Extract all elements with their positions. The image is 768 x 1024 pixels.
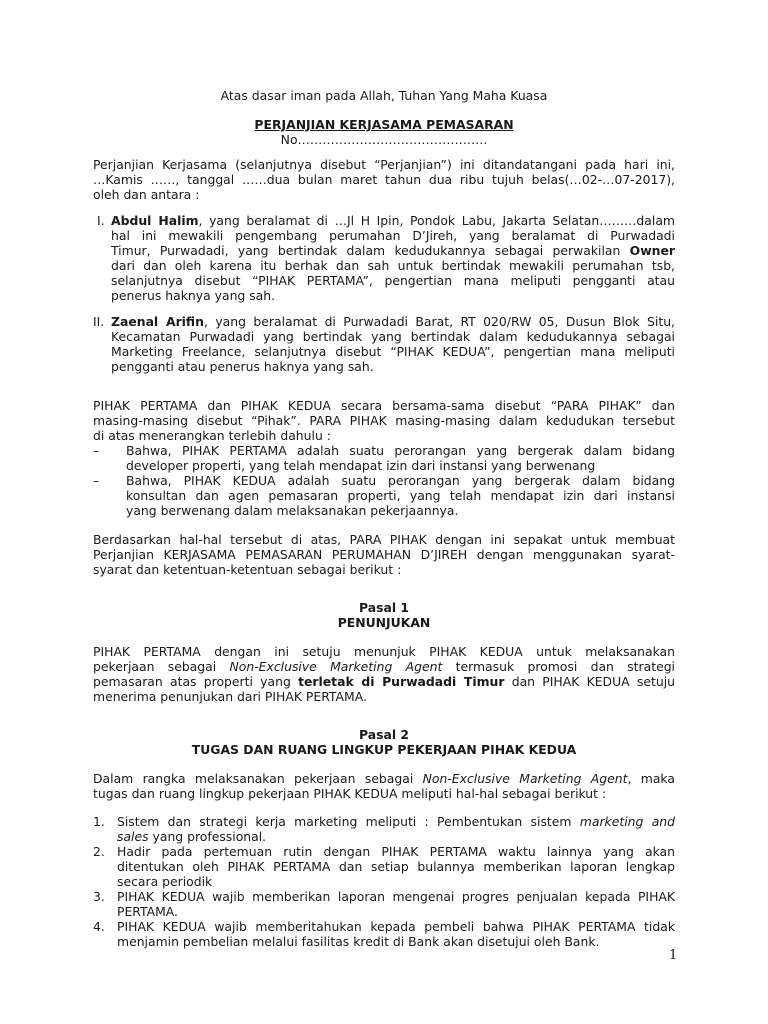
para-pihak-line-3: di atas menerangkan terlebih dahulu : xyxy=(93,428,331,443)
bullet-2-line-1: Bahwa, PIHAK KEDUA adalah suatu perorangan yang bergerak dalam bidang xyxy=(126,473,675,488)
list-item-4-line-1: PIHAK KEDUA wajib memberitahukan kepada pembeli bahwa PIHAK PERTAMA tidak xyxy=(117,919,675,934)
party1-line-1: Abdul Halim, yang beralamat di …Jl H Ipin, Pondok Labu, Jakarta Selatan………dalam xyxy=(111,213,675,228)
para-pihak-line-1: PIHAK PERTAMA dan PIHAK KEDUA secara bersama-sama disebut “PARA PIHAK” dan xyxy=(93,398,675,413)
list-item-3-line-2: PERTAMA. xyxy=(117,904,178,919)
berdasarkan-line-1: Berdasarkan hal-hal tersebut di atas, PARA PIHAK dengan ini sepakat untuk membuat xyxy=(93,532,675,547)
pasal-1-line-3: pemasaran atas properti yang terletak di Purwadadi Timur dan PIHAK KEDUA setuju xyxy=(93,674,675,689)
pasal-1-heading: Pasal 1 xyxy=(358,600,410,615)
list-item-1-line-1: Sistem dan strategi kerja marketing meliputi : Pembentukan sistem marketing and xyxy=(117,814,676,829)
bullet-dash: – xyxy=(93,473,100,488)
intro-line-1: Perjanjian Kerjasama (selanjutnya disebut “Perjanjian”) ini ditandatangani pada hari ini, xyxy=(93,157,675,172)
party2-line-4: pengganti atau penerus haknya yang sah. xyxy=(111,359,374,374)
berdasarkan-line-2: Perjanjian KERJASAMA PEMASARAN PERUMAHAN D’JIREH dengan menggunakan syarat- xyxy=(93,547,675,562)
party1-line-3: Timur, Purwadadi, yang bertindak dalam kedudukannya sebagai perwakilan Owner xyxy=(111,243,675,258)
pasal-2-heading: Pasal 2 xyxy=(358,727,410,742)
list-item-2-line-2: ditentukan oleh PIHAK PERTAMA dan setiap bulannya memberikan laporan lengkap xyxy=(117,859,675,874)
party2-line-1: Zaenal Arifin, yang beralamat di Purwadadi Barat, RT 020/RW 05, Dusun Blok Situ, xyxy=(111,314,675,329)
pasal-1-line-4: menerima penunjukan dari PIHAK PERTAMA. xyxy=(93,689,367,704)
pasal-2-line-1: Dalam rangka melaksanakan pekerjaan sebagai Non-Exclusive Marketing Agent, maka xyxy=(93,771,675,786)
list-number: 1. xyxy=(93,814,105,829)
pasal-1-line-2: pekerjaan sebagai Non-Exclusive Marketing Agent termasuk promosi dan strategi xyxy=(93,659,675,674)
party1-line-6: penerus haknya yang sah. xyxy=(111,288,276,303)
list-item-3-line-1: PIHAK KEDUA wajib memberikan laporan mengenai progres penjualan kepada PIHAK xyxy=(117,889,675,904)
pasal-2-subheading: TUGAS DAN RUANG LINGKUP PEKERJAAN PIHAK KEDUA xyxy=(191,742,577,757)
party2-line-3: Marketing Freelance, selanjutnya disebut “PIHAK KEDUA”, pengertian mana meliputi xyxy=(111,344,675,359)
document-title: PERJANJIAN KERJASAMA PEMASARAN xyxy=(254,117,514,132)
page-number: 1 xyxy=(669,948,678,963)
list-item-4-line-2: menjamin pembelian melalui fasilitas kredit di Bank akan disetujui oleh Bank. xyxy=(117,934,600,949)
bullet-dash: – xyxy=(93,443,100,458)
party1-name: Abdul Halim xyxy=(111,213,199,228)
party1-line-5: selanjutnya disebut “PIHAK PERTAMA”, pengertian mana meliputi pengganti atau xyxy=(111,273,675,288)
invocation: Atas dasar iman pada Allah, Tuhan Yang Maha Kuasa xyxy=(220,88,548,103)
party2-line-2: Kecamatan Purwadadi yang bertindak yang bertindak dalam kedudukannya sebagai xyxy=(111,329,675,344)
list-number: 4. xyxy=(93,919,105,934)
party2-marker: II. xyxy=(93,314,105,329)
pasal-1-subheading: PENUNJUKAN xyxy=(337,615,431,630)
party1-line-2: hal ini mewakili pengembang perumahan D’Jireh, yang beralamat di Purwadadi xyxy=(111,228,675,243)
party1-line-4: dari dan oleh karena itu berhak dan sah untuk bertindak mewakili perumahan tsb, xyxy=(111,258,675,273)
para-pihak-line-2: masing-masing disebut “Pihak”. PARA PIHAK masing-masing dalam kedudukan tersebut xyxy=(93,413,675,428)
party2-name: Zaenal Arifin xyxy=(111,314,204,329)
intro-line-3: oleh dan antara : xyxy=(93,187,200,202)
document-number: No………………………………………. xyxy=(280,132,488,147)
bullet-1-line-1: Bahwa, PIHAK PERTAMA adalah suatu perorangan yang bergerak dalam bidang xyxy=(126,443,675,458)
pasal-2-line-2: tugas dan ruang lingkup pekerjaan PIHAK KEDUA meliputi hal-hal sebagai berikut : xyxy=(93,786,607,801)
owner-label: Owner xyxy=(629,243,675,258)
list-item-2-line-3: secara periodik xyxy=(117,874,213,889)
role-term: Non-Exclusive Marketing Agent xyxy=(229,659,443,674)
location-term: terletak di Purwadadi Timur xyxy=(298,674,505,689)
list-item-2-line-1: Hadir pada pertemuan rutin dengan PIHAK PERTAMA waktu lainnya yang akan xyxy=(117,844,675,859)
intro-line-2: …Kamis ……, tanggal ……dua bulan maret tahun dua ribu tujuh belas(…02-…07-2017), xyxy=(93,172,675,187)
role-term: Non-Exclusive Marketing Agent xyxy=(422,771,628,786)
list-item-1-line-2: sales yang professional. xyxy=(117,829,267,844)
list-number: 3. xyxy=(93,889,105,904)
bullet-2-line-2: konsultan dan agen pemasaran properti, yang telah mendapat izin dari instansi xyxy=(126,488,675,503)
pasal-1-line-1: PIHAK PERTAMA dengan ini setuju menunjuk PIHAK KEDUA untuk melaksanakan xyxy=(93,644,675,659)
berdasarkan-line-3: syarat dan ketentuan-ketentuan sebagai berikut : xyxy=(93,562,402,577)
bullet-1-line-2: developer properti, yang telah mendapat izin dari instansi yang berwenang xyxy=(126,458,596,473)
bullet-2-line-3: yang berwenang dalam melaksanakan pekerjaannya. xyxy=(126,503,459,518)
party1-marker: I. xyxy=(97,213,105,228)
list-number: 2. xyxy=(93,844,105,859)
